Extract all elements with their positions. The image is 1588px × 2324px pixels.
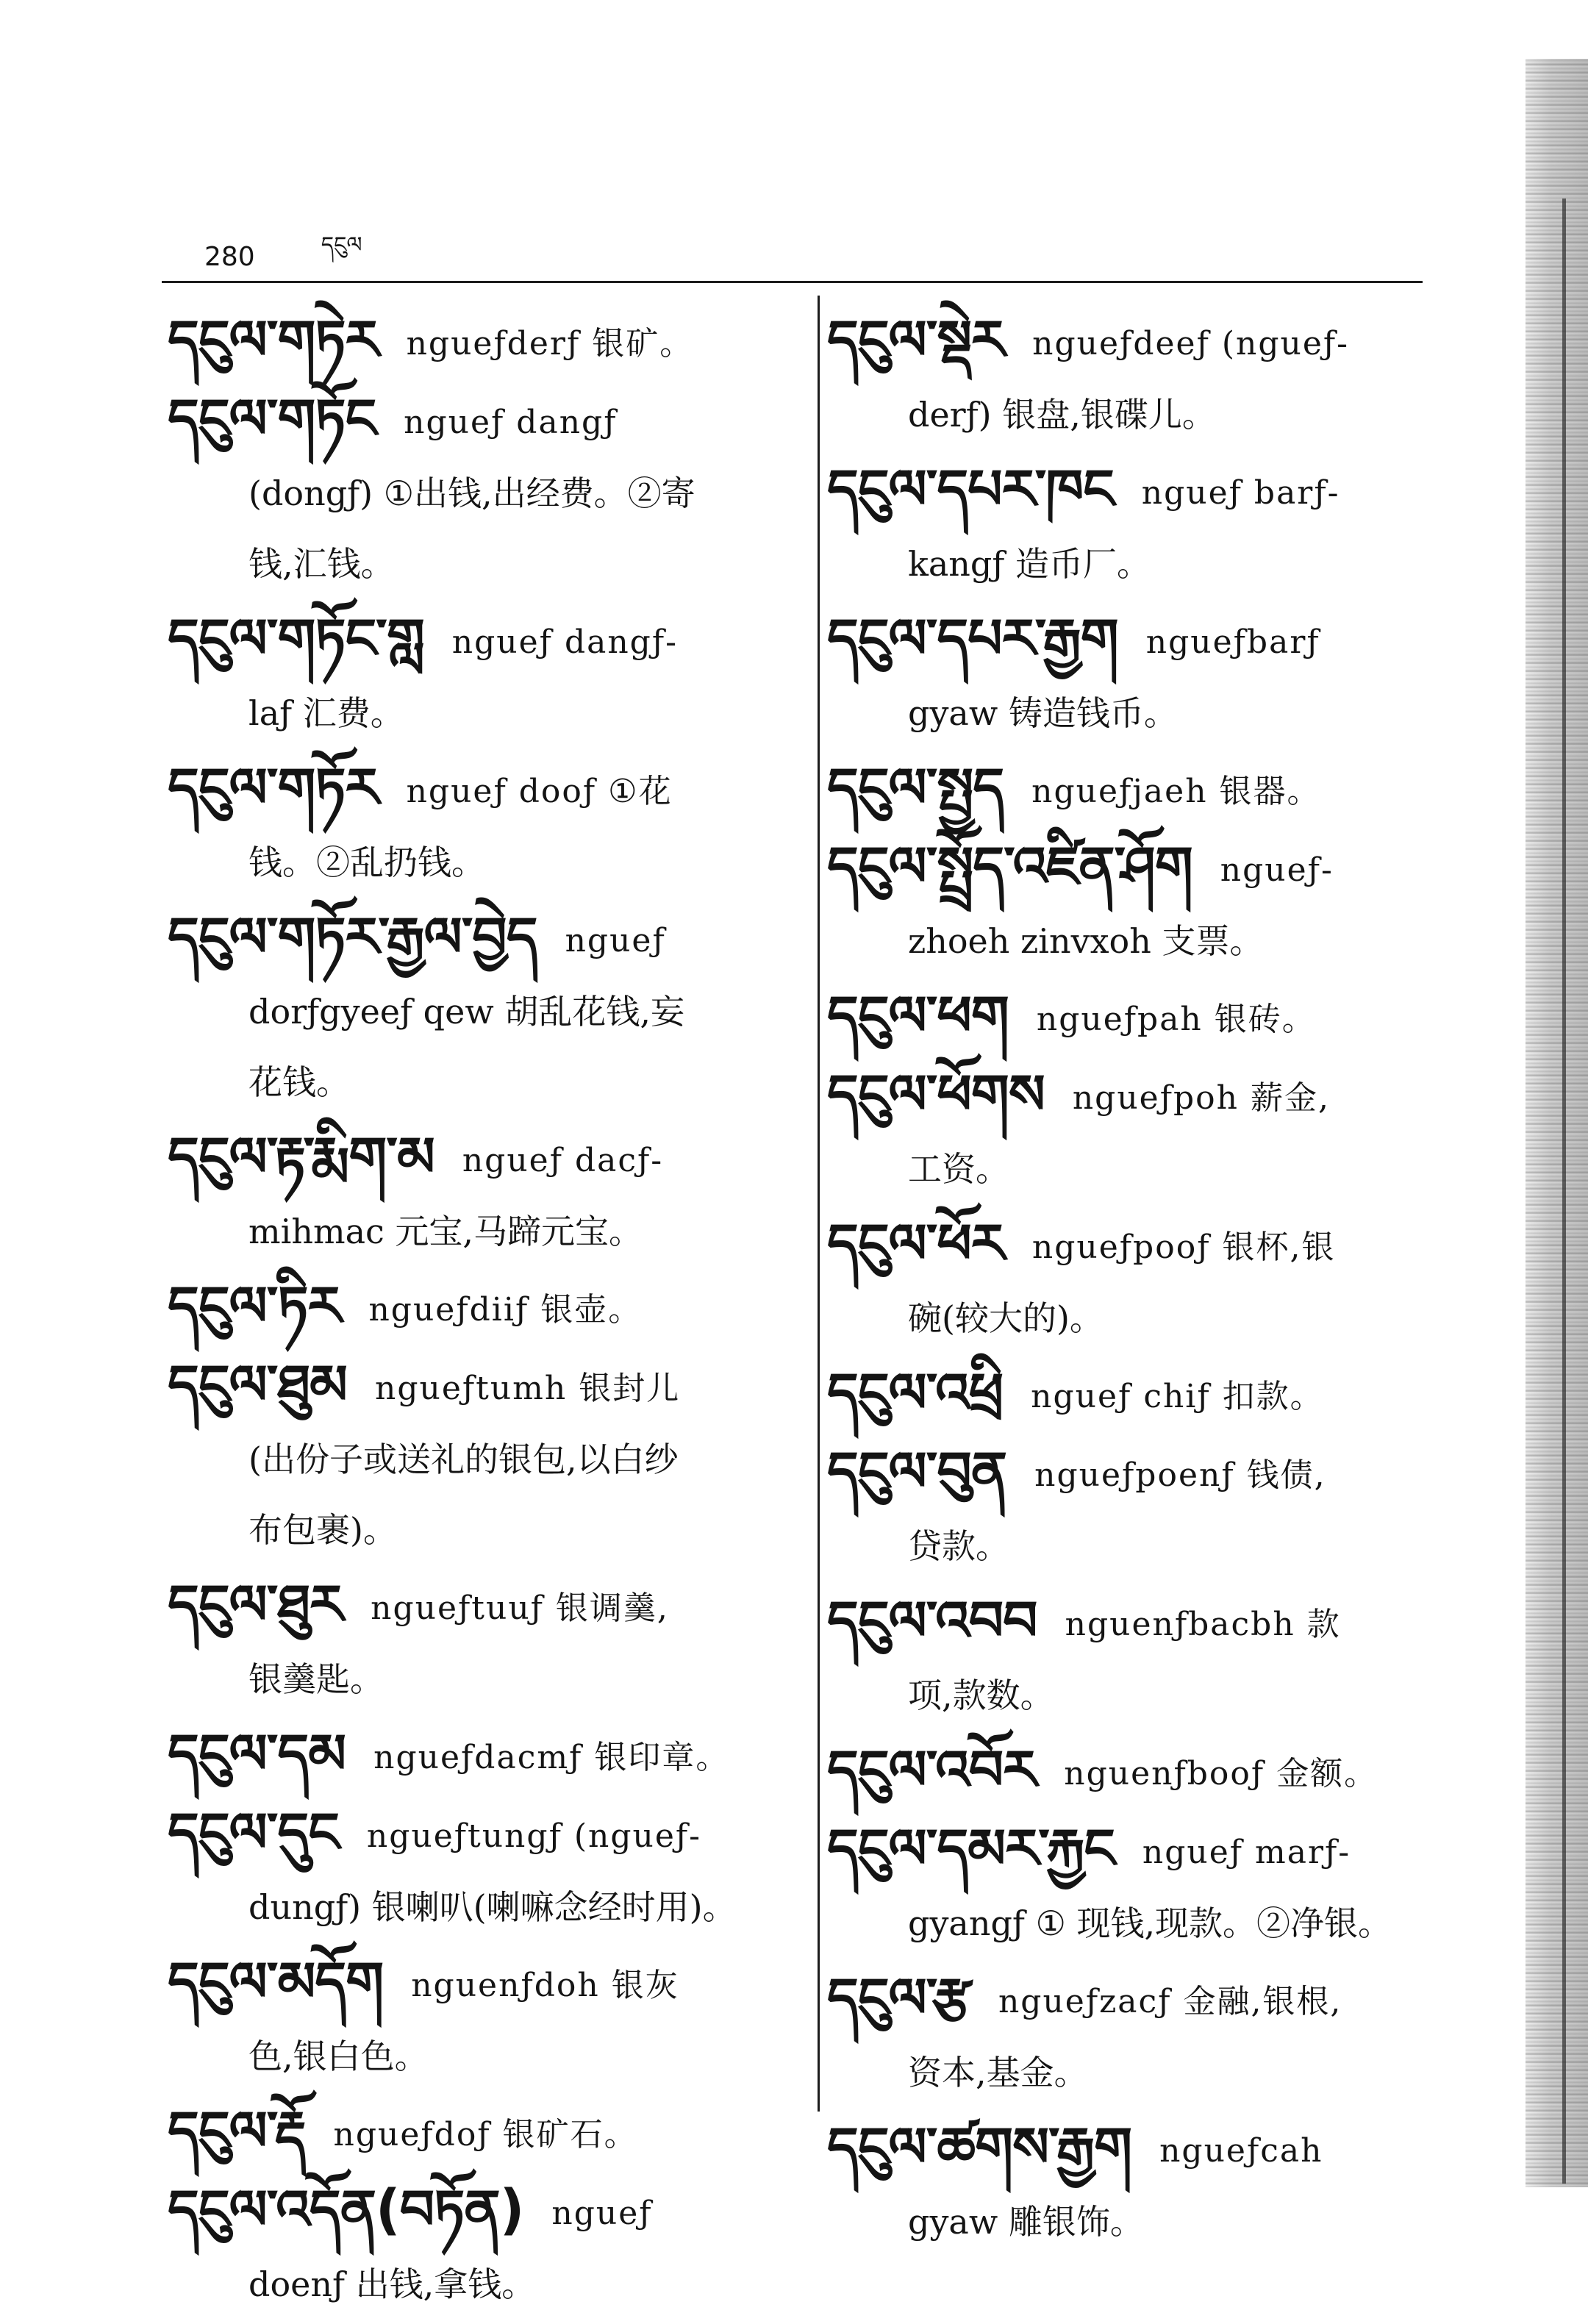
romanization-and-definition: ngueƒtuuƒ 银调羹, bbox=[371, 1590, 669, 1627]
dictionary-entry bbox=[827, 305, 1441, 450]
entry-first-line bbox=[168, 902, 785, 976]
running-head: དངུལ bbox=[321, 232, 362, 258]
headword-tibetan: དངུལ་གཏོར bbox=[168, 757, 379, 820]
definition-text: 贷款。 bbox=[908, 1526, 1009, 1566]
dictionary-entry bbox=[168, 1947, 785, 2092]
definition-text: laƒ 汇费。 bbox=[248, 693, 404, 733]
entry-continuation-line bbox=[168, 1424, 785, 1495]
headword-tibetan: དངུལ་གཏེར bbox=[168, 309, 379, 372]
entry-first-line bbox=[168, 1122, 785, 1196]
entry-first-line bbox=[168, 1570, 785, 1644]
dictionary-entry bbox=[827, 1358, 1441, 1432]
romanization-and-definition: ngueƒdacmƒ 银印章。 bbox=[373, 1739, 730, 1776]
definition-text: 资本,基金。 bbox=[908, 2053, 1088, 2092]
entry-continuation-line bbox=[827, 1511, 1441, 1581]
page-header bbox=[204, 234, 362, 296]
definition-text: 碗(较大的)。 bbox=[908, 1298, 1104, 1338]
headword-tibetan: དངུལ་འདོན(བཏོན) bbox=[168, 2178, 524, 2242]
headword-tibetan: དངུལ་ཐུར bbox=[168, 1573, 343, 1637]
entry-first-line bbox=[827, 1586, 1441, 1660]
entry-first-line bbox=[827, 981, 1441, 1055]
entry-continuation-line bbox=[827, 1660, 1441, 1731]
headword-tibetan: དངུལ་བུན bbox=[827, 1440, 1007, 1504]
entry-first-line bbox=[168, 384, 785, 458]
definition-text: gyaw 铸造钱币。 bbox=[908, 693, 1178, 733]
romanization-and-definition: ngueƒzacƒ 金融,银根, bbox=[998, 1983, 1342, 2020]
headword-tibetan: དངུལ་རྡོ bbox=[168, 2100, 306, 2163]
definition-text: (出份子或送礼的银包,以白纱 bbox=[248, 1440, 679, 1479]
romanization-and-definition: ngueƒdoƒ 银矿石。 bbox=[333, 2116, 638, 2153]
definition-text: 项,款数。 bbox=[908, 1676, 1054, 1715]
headword-tibetan: དངུལ་མདོག bbox=[168, 1951, 384, 2014]
definition-text: 花钱。 bbox=[248, 1062, 350, 1102]
entry-continuation-line bbox=[827, 529, 1441, 599]
headword-tibetan: དངུལ་སྤྱད bbox=[827, 757, 1004, 820]
entry-first-line bbox=[168, 753, 785, 827]
romanization-and-definition: ngueƒpoh 薪金, bbox=[1072, 1079, 1330, 1117]
entry-first-line bbox=[827, 753, 1441, 827]
romanization-and-definition: ngueƒcah bbox=[1159, 2132, 1323, 2170]
entry-continuation-line bbox=[827, 2037, 1441, 2108]
right-column bbox=[827, 305, 1441, 2262]
entry-continuation-line bbox=[168, 827, 785, 898]
headword-tibetan: དངུལ་རྩ bbox=[827, 1967, 970, 2030]
romanization-and-definition: ngueƒbarƒ bbox=[1145, 623, 1320, 661]
dictionary-entry bbox=[168, 1271, 785, 1345]
romanization-and-definition: ngueƒ dacƒ- bbox=[462, 1142, 664, 1179]
romanization-and-definition: ngueƒpooƒ 银杯,银 bbox=[1031, 1229, 1336, 1266]
entry-first-line bbox=[827, 305, 1441, 379]
entry-continuation-line bbox=[168, 529, 785, 599]
page-edge-scan bbox=[1526, 59, 1588, 2187]
entry-first-line bbox=[827, 454, 1441, 529]
entry-first-line bbox=[827, 1358, 1441, 1432]
headword-tibetan: དངུལ་རྟ་རྨིག་མ bbox=[168, 1126, 434, 1189]
romanization-and-definition: ngueƒ- bbox=[1220, 851, 1334, 889]
entry-continuation-line bbox=[827, 1888, 1441, 1959]
header-rule bbox=[162, 281, 1423, 283]
headword-tibetan: དངུལ་སྤྲོད་འཛིན་ཤོག bbox=[827, 835, 1192, 898]
entry-continuation-line bbox=[168, 1047, 785, 1118]
entry-first-line bbox=[168, 1271, 785, 1345]
entry-continuation-line bbox=[168, 458, 785, 529]
dictionary-entry bbox=[827, 604, 1441, 748]
dictionary-entry bbox=[827, 1814, 1441, 1959]
dictionary-entry bbox=[827, 1963, 1441, 2108]
dictionary-entry bbox=[168, 384, 785, 599]
definition-text: 钱。②乱扔钱。 bbox=[248, 843, 485, 882]
entry-continuation-line bbox=[168, 2249, 785, 2320]
dictionary-entry bbox=[827, 454, 1441, 599]
definition-text: mihmac 元宝,马蹄元宝。 bbox=[248, 1212, 643, 1251]
entry-first-line bbox=[168, 1798, 785, 1872]
headword-tibetan: དངུལ་ཐུམ bbox=[168, 1354, 347, 1417]
romanization-and-definition: ngueƒ dangƒ- bbox=[451, 623, 679, 661]
entry-first-line bbox=[827, 1735, 1441, 1809]
entry-first-line bbox=[168, 2175, 785, 2249]
dictionary-entry bbox=[827, 1437, 1441, 1581]
entry-continuation-line bbox=[168, 678, 785, 748]
headword-tibetan: དངུལ་ཕོར bbox=[827, 1212, 1004, 1276]
romanization-and-definition: ngueƒtumh 银封儿 bbox=[374, 1370, 681, 1407]
dictionary-entry bbox=[827, 981, 1441, 1055]
headword-tibetan: དངུལ་འཕྲི bbox=[827, 1362, 1004, 1425]
dictionary-entry bbox=[168, 1122, 785, 1267]
entry-first-line bbox=[168, 2096, 785, 2170]
romanization-and-definition: ngueƒ dangƒ bbox=[404, 404, 618, 441]
definition-text: dungƒ) 银喇叭(喇嘛念经时用)。 bbox=[248, 1887, 737, 1927]
entry-continuation-line bbox=[168, 1872, 785, 1942]
entry-continuation-line bbox=[168, 2021, 785, 2092]
definition-text: zhoeh zinvxoh 支票。 bbox=[908, 921, 1264, 961]
romanization-and-definition: ngueƒderƒ 银矿。 bbox=[406, 325, 694, 362]
dictionary-entry bbox=[827, 1209, 1441, 1354]
dictionary-entry bbox=[168, 753, 785, 898]
dictionary-entry bbox=[168, 604, 785, 748]
entry-first-line bbox=[168, 604, 785, 678]
romanization-and-definition: ngueƒpah 银砖。 bbox=[1036, 1001, 1316, 1038]
entry-first-line bbox=[168, 305, 785, 379]
entry-first-line bbox=[827, 1209, 1441, 1283]
page-number: 280 bbox=[204, 242, 255, 272]
romanization-and-definition: ngueƒ barƒ- bbox=[1141, 474, 1340, 512]
definition-text: (dongƒ) ①出钱,出经费。②寄 bbox=[248, 473, 695, 513]
romanization-and-definition: nguenƒbacbh 款 bbox=[1065, 1606, 1341, 1643]
entry-first-line bbox=[827, 1814, 1441, 1888]
dictionary-entry bbox=[827, 1586, 1441, 1731]
headword-tibetan: དངུལ་ཏིར bbox=[168, 1275, 341, 1338]
dictionary-entry bbox=[168, 1350, 785, 1565]
definition-text: dorƒgyeeƒ qew 胡乱花钱,妄 bbox=[248, 992, 684, 1032]
definition-text: derƒ) 银盘,银碟儿。 bbox=[908, 395, 1216, 435]
dictionary-entry bbox=[827, 832, 1441, 976]
headword-tibetan: དངུལ་འབོར bbox=[827, 1739, 1037, 1802]
dictionary-entry bbox=[827, 753, 1441, 827]
definition-text: 银羹匙。 bbox=[248, 1659, 384, 1699]
headword-tibetan: དངུལ་ཕོགས bbox=[827, 1063, 1045, 1126]
page-edge-line bbox=[1562, 199, 1566, 2184]
romanization-and-definition: ngueƒdeeƒ (ngueƒ- bbox=[1032, 325, 1350, 362]
entry-continuation-line bbox=[168, 1495, 785, 1565]
headword-tibetan: དངུལ་གཏོར་རྒྱལ་བྱེད bbox=[168, 906, 537, 969]
romanization-and-definition: ngueƒ chiƒ 扣款。 bbox=[1031, 1378, 1324, 1415]
entry-continuation-line bbox=[168, 976, 785, 1047]
entry-first-line bbox=[827, 1059, 1441, 1134]
headword-tibetan: དངུལ་དཔར་ཁང bbox=[827, 458, 1114, 521]
dictionary-entry bbox=[168, 1719, 785, 1793]
entry-first-line bbox=[827, 604, 1441, 678]
dictionary-entry bbox=[827, 1059, 1441, 1204]
definition-text: gyangƒ ① 现钱,现款。②净银。 bbox=[908, 1903, 1392, 1943]
headword-tibetan: དངུལ་དམར་རྐྱང bbox=[827, 1817, 1115, 1881]
entry-first-line bbox=[827, 832, 1441, 906]
romanization-and-definition: ngueƒ dooƒ ①花 bbox=[406, 773, 673, 810]
definition-text: 色,银白色。 bbox=[248, 2037, 429, 2076]
romanization-and-definition: ngueƒ bbox=[551, 2195, 653, 2232]
entry-continuation-line bbox=[827, 906, 1441, 976]
entry-first-line bbox=[827, 2112, 1441, 2187]
dictionary-entry bbox=[827, 1735, 1441, 1809]
headword-tibetan: དངུལ་དཔར་རྒྱག bbox=[827, 607, 1118, 671]
definition-text: 工资。 bbox=[908, 1149, 1009, 1189]
definition-text: kangƒ 造币厂。 bbox=[908, 544, 1151, 584]
entry-continuation-line bbox=[827, 1283, 1441, 1354]
dictionary-entry bbox=[827, 2112, 1441, 2257]
entry-continuation-line bbox=[827, 379, 1441, 450]
entry-continuation-line bbox=[827, 1134, 1441, 1204]
dictionary-entry bbox=[168, 2096, 785, 2170]
romanization-and-definition: nguenƒdoh 银灰 bbox=[411, 1967, 679, 2004]
headword-tibetan: དངུལ་སྡེར bbox=[827, 309, 1005, 372]
entry-continuation-line bbox=[168, 1644, 785, 1715]
column-divider bbox=[818, 296, 820, 2112]
entry-continuation-line bbox=[168, 1196, 785, 1267]
definition-text: doenƒ 出钱,拿钱。 bbox=[248, 2264, 536, 2304]
romanization-and-definition: ngueƒtungƒ (ngueƒ- bbox=[366, 1817, 702, 1855]
romanization-and-definition: ngueƒ bbox=[565, 922, 666, 959]
romanization-and-definition: nguenƒbooƒ 金额。 bbox=[1064, 1755, 1378, 1792]
headword-tibetan: དངུལ་འབབ bbox=[827, 1590, 1037, 1653]
definition-text: 钱,汇钱。 bbox=[248, 544, 395, 584]
dictionary-entry bbox=[168, 902, 785, 1118]
dictionary-entry bbox=[168, 305, 785, 379]
romanization-and-definition: ngueƒjaeh 银器。 bbox=[1031, 773, 1321, 810]
headword-tibetan: དངུལ་དམ bbox=[168, 1723, 346, 1786]
romanization-and-definition: ngueƒpoenƒ 钱债, bbox=[1034, 1456, 1326, 1494]
dictionary-entry bbox=[168, 2175, 785, 2320]
definition-text: gyaw 雕银饰。 bbox=[908, 2202, 1144, 2242]
headword-tibetan: དངུལ་ཕག bbox=[827, 984, 1009, 1048]
romanization-and-definition: ngueƒ marƒ- bbox=[1142, 1834, 1351, 1871]
entry-first-line bbox=[168, 1947, 785, 2021]
headword-tibetan: དངུལ་གཏོང bbox=[168, 387, 376, 451]
left-column bbox=[168, 305, 785, 2324]
entry-first-line bbox=[827, 1437, 1441, 1511]
entry-first-line bbox=[168, 1350, 785, 1424]
entry-first-line bbox=[827, 1963, 1441, 2037]
definition-text: 布包裹)。 bbox=[248, 1510, 397, 1550]
headword-tibetan: དངུལ་ཚགས་རྒྱག bbox=[827, 2116, 1132, 2179]
dictionary-entry bbox=[168, 1570, 785, 1715]
entry-continuation-line bbox=[827, 678, 1441, 748]
dictionary-entry bbox=[168, 1798, 785, 1942]
romanization-and-definition: ngueƒdiiƒ 银壶。 bbox=[368, 1291, 643, 1329]
entry-first-line bbox=[168, 1719, 785, 1793]
headword-tibetan: དངུལ་དུང bbox=[168, 1801, 339, 1864]
headword-tibetan: དངུལ་གཏོང་གླ bbox=[168, 607, 424, 671]
entry-continuation-line bbox=[827, 2187, 1441, 2257]
